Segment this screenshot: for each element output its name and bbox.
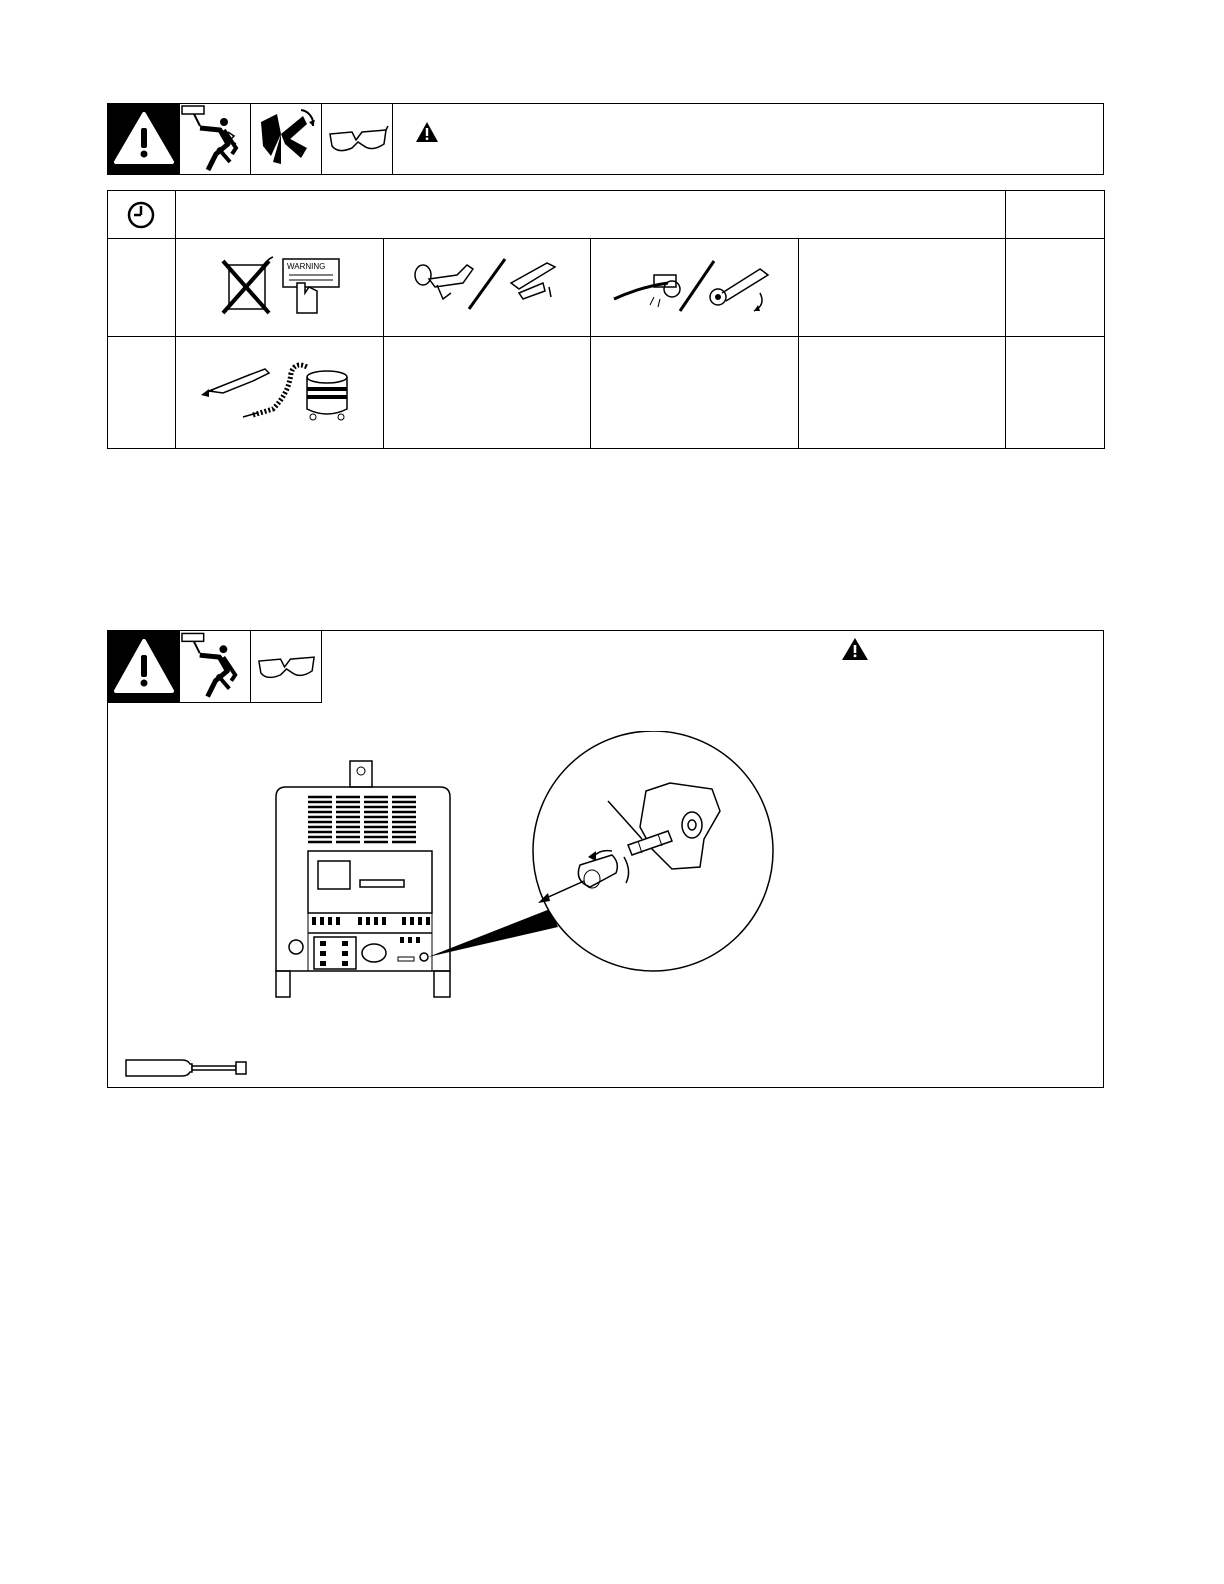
warning-text — [448, 121, 1088, 161]
vacuum-clean-cell — [175, 337, 383, 449]
vacuum-clean-icon — [199, 353, 359, 433]
clock-header-cell — [108, 191, 176, 239]
empty-cell — [799, 239, 1006, 337]
fuse-replacement-panel — [107, 630, 1104, 1088]
interval-cell — [108, 337, 176, 449]
table-header-ref — [1006, 191, 1105, 239]
empty-cell — [799, 337, 1006, 449]
warning-triangle-icon — [108, 104, 180, 174]
safety-glasses-icon — [322, 104, 393, 174]
repair-cable-cell — [383, 239, 591, 337]
moving-parts-icon — [251, 104, 322, 174]
electric-shock-icon — [180, 631, 251, 703]
ref-cell — [1006, 239, 1105, 337]
replace-label-icon — [209, 253, 349, 323]
screwdriver-icon — [124, 1056, 254, 1080]
empty-cell — [383, 337, 591, 449]
warning-banner-top — [107, 103, 1104, 175]
electric-shock-icon — [180, 104, 251, 174]
safety-glasses-icon — [251, 631, 322, 703]
table-row — [108, 239, 1105, 337]
clean-tighten-terminals-icon — [610, 253, 780, 323]
repair-cable-icon — [407, 253, 567, 323]
ref-cell — [1006, 337, 1105, 449]
interval-cell — [108, 239, 176, 337]
warning-triangle-icon — [108, 631, 180, 703]
signal-word-warning-icon — [415, 121, 439, 143]
empty-cell — [591, 337, 799, 449]
table-header-title — [175, 191, 1006, 239]
fuse-replacement-illustration — [268, 731, 788, 1001]
signal-word-warning-icon — [841, 637, 869, 661]
clean-tighten-cell — [591, 239, 799, 337]
table-row — [108, 337, 1105, 449]
maintenance-table — [107, 190, 1105, 449]
svg-text:WARNING: WARNING — [287, 261, 326, 271]
replace-label-cell — [175, 239, 383, 337]
clock-icon — [126, 200, 156, 230]
